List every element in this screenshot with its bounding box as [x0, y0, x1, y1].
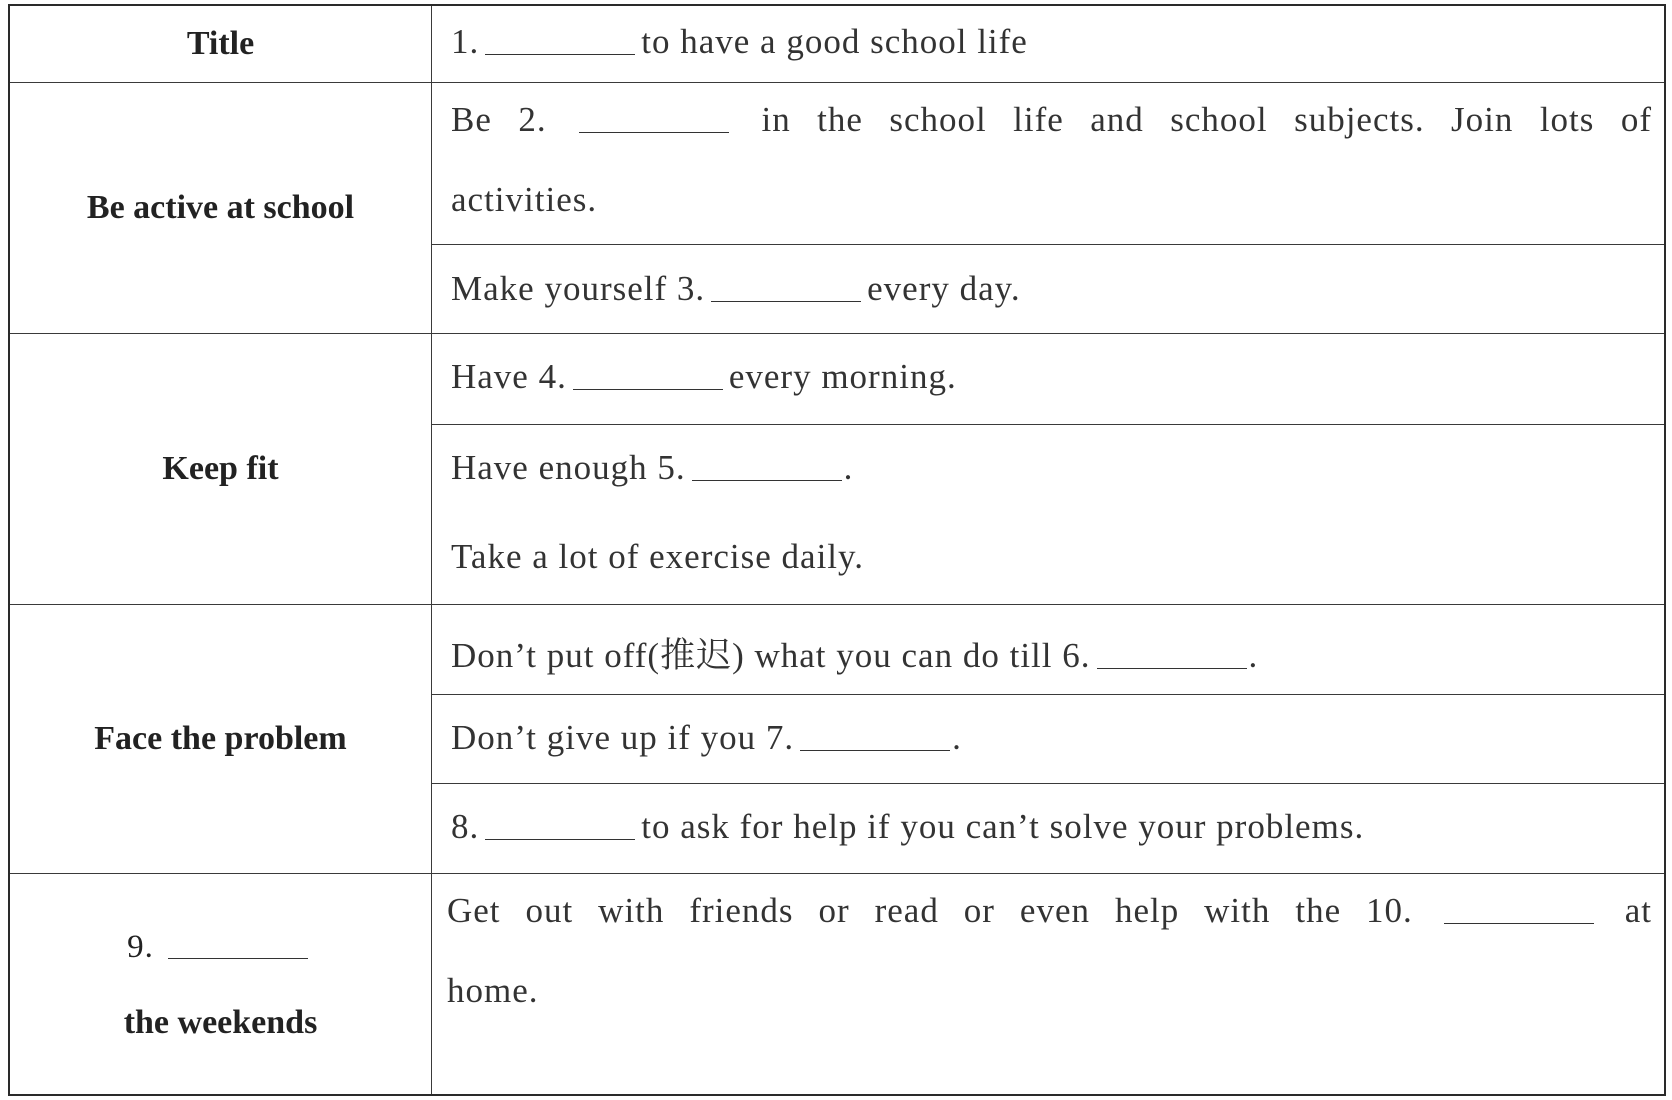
- label-text: Title: [186, 25, 255, 62]
- sentence-line: [451, 718, 1652, 758]
- active-cell-1: [431, 82, 1664, 244]
- problem-cell-3: [431, 783, 1664, 873]
- sentence-line: [451, 269, 1652, 309]
- blank-1[interactable]: [485, 54, 635, 55]
- blank-2[interactable]: [579, 132, 729, 133]
- blank-10[interactable]: [1444, 923, 1594, 924]
- label-blank-line: [127, 928, 314, 966]
- sentence-line: [451, 22, 1652, 62]
- sentence-line: [451, 628, 1652, 678]
- problem-cell-2: [431, 694, 1664, 783]
- sentence-line: [451, 807, 1652, 847]
- fit-cell-2: [431, 424, 1664, 604]
- sentence-text: .: [1248, 636, 1259, 675]
- sentence-text: in the school life and school subjects. Join lots of: [761, 100, 1652, 139]
- sentence-text: activities.: [451, 180, 598, 219]
- sentence-line: [451, 448, 1652, 488]
- blank-7[interactable]: [800, 750, 950, 751]
- row-label-title: [10, 6, 431, 82]
- blank-4[interactable]: [573, 389, 723, 390]
- blank-8[interactable]: [485, 839, 635, 840]
- blank-6[interactable]: [1097, 668, 1247, 669]
- sentence-text: Have enough 5.: [451, 448, 686, 487]
- fit-cell-1: [431, 333, 1664, 424]
- blank-9[interactable]: [168, 958, 308, 959]
- label-text: Keep fit: [162, 449, 279, 487]
- label-text: Face the problem: [94, 719, 347, 757]
- worksheet-table: [8, 4, 1666, 1096]
- weekends-cell: [431, 873, 1664, 1096]
- sentence-text: to have a good school life: [641, 22, 1028, 61]
- sentence-text: .: [843, 448, 854, 487]
- sentence-text: Don’t give up if you 7.: [451, 718, 795, 757]
- sentence-text: Take a lot of exercise daily.: [451, 537, 864, 576]
- sentence-line: [447, 891, 1652, 931]
- title-cell: [431, 6, 1664, 82]
- sentence-line: [451, 537, 1652, 577]
- sentence-text: Be 2.: [451, 100, 547, 139]
- active-cell-2: [431, 244, 1664, 333]
- sentence-text: every morning.: [728, 357, 957, 396]
- sentence-text: .: [952, 718, 962, 757]
- blank-5[interactable]: [692, 480, 842, 481]
- sentence-line: [447, 971, 1652, 1011]
- sentence-text: Have 4.: [451, 357, 567, 396]
- sentence-text: Don’t put off(推迟) what you can do till 6.: [451, 636, 1091, 675]
- sentence-text: 8.: [451, 807, 480, 846]
- label-number: 9.: [127, 928, 154, 965]
- sentence-text: Make yourself 3.: [451, 269, 706, 308]
- sentence-text: at: [1624, 891, 1653, 930]
- sentence-line: [451, 180, 1652, 220]
- blank-3[interactable]: [711, 301, 861, 302]
- sentence-text: home.: [447, 971, 539, 1010]
- sentence-line: [451, 100, 1652, 140]
- label-text: the weekends: [123, 1003, 318, 1041]
- label-text: Be active at school: [86, 188, 355, 226]
- sentence-text: to ask for help if you can’t solve your problems.: [641, 807, 1365, 846]
- row-label-weekends: [10, 873, 431, 1096]
- row-label-active: [10, 82, 431, 333]
- problem-cell-1: [431, 604, 1664, 694]
- sentence-text: every day.: [867, 269, 1021, 308]
- row-label-face-problem: [10, 604, 431, 873]
- sentence-line: [451, 357, 1652, 397]
- sentence-text: Get out with friends or read or even help with the 10.: [447, 891, 1413, 930]
- sentence-text: 1.: [451, 22, 480, 61]
- row-label-keep-fit: [10, 333, 431, 604]
